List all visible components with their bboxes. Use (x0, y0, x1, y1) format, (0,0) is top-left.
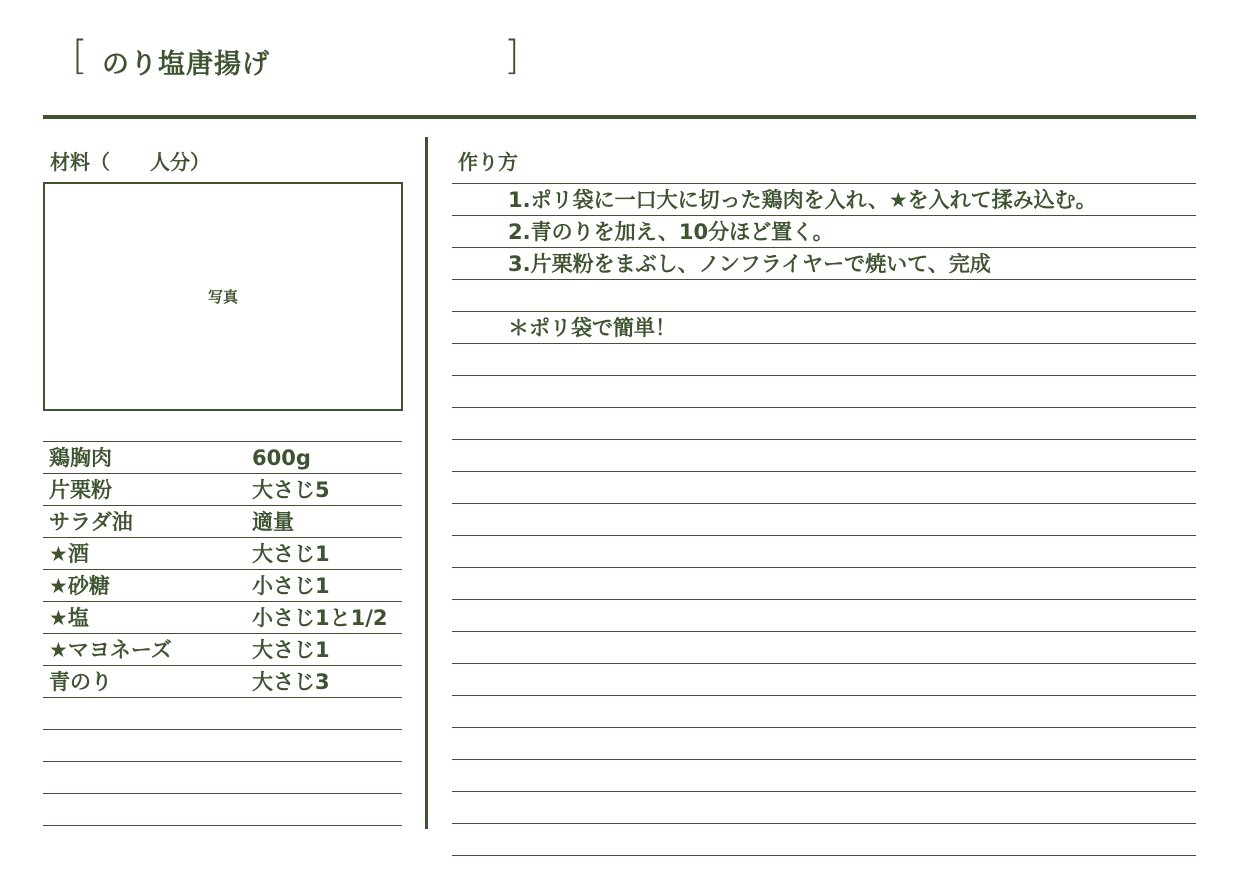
method-line (452, 568, 1196, 600)
method-line (452, 728, 1196, 760)
method-line (452, 440, 1196, 472)
ingredient-amount: 600g (252, 446, 311, 470)
ingredient-amount: 小さじ1と1/2 (252, 606, 388, 630)
ingredient-name: 片栗粉 (49, 478, 112, 502)
ingredient-row (43, 538, 402, 570)
column-divider (425, 137, 428, 829)
ingredient-row (43, 474, 402, 506)
ingredient-amount: 大さじ5 (252, 478, 330, 502)
ingredients-heading: 材料（ 人分） (50, 150, 210, 174)
method-heading: 作り方 (458, 150, 518, 174)
ingredient-name: サラダ油 (49, 510, 133, 534)
method-line (452, 696, 1196, 728)
ingredient-amount: 大さじ1 (252, 638, 330, 662)
method-line-text: 3.片栗粉をまぶし、ノンフライヤーで焼いて、完成 (508, 252, 991, 276)
ingredient-row (43, 666, 402, 698)
method-line-text: 1.ポリ袋に一口大に切った鶏肉を入れ、★を入れて揉み込む。 (508, 188, 1097, 212)
method-line (452, 824, 1196, 856)
ingredient-name: ★酒 (49, 542, 89, 566)
ingredient-name: 鶏胸肉 (49, 446, 112, 470)
ingredient-name: ★マヨネーズ (49, 638, 172, 662)
recipe-title-block (72, 33, 532, 82)
title-open-bracket: [ (72, 33, 88, 79)
ingredient-row (43, 762, 402, 794)
ingredient-row (43, 570, 402, 602)
method-line (452, 472, 1196, 504)
method-line (452, 600, 1196, 632)
method-line (452, 760, 1196, 792)
photo-placeholder (43, 182, 403, 411)
title-close-bracket: ] (504, 33, 520, 79)
ingredient-row (43, 602, 402, 634)
method-line-text: ＊ポリ袋で簡単！ (508, 316, 676, 340)
method-line (452, 280, 1196, 312)
method-line (452, 184, 1196, 216)
method-line (452, 632, 1196, 664)
ingredient-amount: 大さじ1 (252, 542, 330, 566)
ingredient-amount: 適量 (252, 510, 294, 534)
ingredient-row (43, 442, 402, 474)
method-line-text: 2.青のりを加え、10分ほど置く。 (508, 220, 834, 244)
method-line (452, 504, 1196, 536)
ingredient-row (43, 698, 402, 730)
recipe-title: のり塩唐揚げ (102, 49, 270, 80)
method-line (452, 536, 1196, 568)
method-line (452, 312, 1196, 344)
ingredient-row (43, 506, 402, 538)
ingredient-row (43, 730, 402, 762)
method-line (452, 408, 1196, 440)
ingredient-amount: 小さじ1 (252, 574, 330, 598)
ingredient-name: ★塩 (49, 606, 89, 630)
ingredient-amount: 大さじ3 (252, 670, 330, 694)
method-line (452, 792, 1196, 824)
method-line (452, 248, 1196, 280)
ingredient-row (43, 794, 402, 826)
ingredient-name: 青のり (49, 670, 112, 694)
method-line (452, 344, 1196, 376)
method-lines (452, 183, 1196, 856)
photo-label: 写真 (207, 288, 238, 306)
ingredients-table (43, 441, 402, 826)
ingredient-row (43, 634, 402, 666)
ingredient-name: ★砂糖 (49, 574, 110, 598)
method-line (452, 376, 1196, 408)
method-line (452, 216, 1196, 248)
method-line (452, 664, 1196, 696)
title-underline (43, 115, 1196, 119)
